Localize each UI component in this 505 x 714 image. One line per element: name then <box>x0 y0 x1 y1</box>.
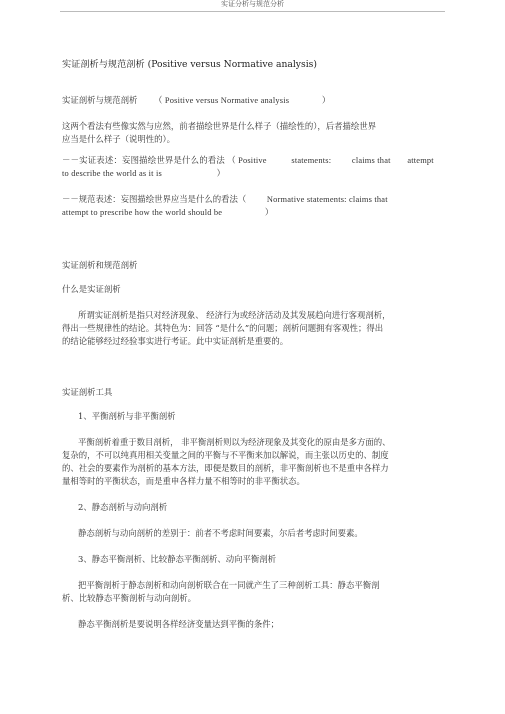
section1-paragraph-line-1: 所谓实证剖析是指只对经济现象、 经济行为或经济活动及其发展趋向进行客观剖析， <box>78 310 391 320</box>
item3-line-1: 把平衡剖析于静态剖析和动向剖析联合在一同就产生了三种剖析工具：静态平衡剖 <box>78 580 380 590</box>
normative-definition-line-1 <box>62 194 388 205</box>
item2-title: 2、静态剖析与动向剖析 <box>78 502 168 512</box>
intro-line-1: 这两个看法有些像实然与应然，前者描绘世界是什么样子（描绘性的），后者描绘世界 <box>62 121 377 131</box>
positive-definition-line-1 <box>62 155 434 166</box>
positive-def-a: －－实证表述：妄图描绘世界是什么的看法 （ Positive <box>62 156 267 165</box>
item1-line-3: 的、社会的要素作为剖析的基本方法，即便是数目的剖析，非平衡剖析也不是重申各样力 <box>62 463 389 473</box>
item1-line-4: 量相等时的平衡状态，而是重申各样力量不相等时的非平衡状态。 <box>62 476 305 486</box>
normative-def-line2: attempt to prescribe how the world should be <box>62 208 223 217</box>
positive-def-d: attempt <box>407 156 434 165</box>
section-subheading-1: 什么是实证剖析 <box>62 284 121 294</box>
section-heading-1: 实证剖析和规范剖析 <box>62 260 138 270</box>
item1-line-2: 复杂的，不可以纯真用相关变量之间的平衡与不平衡来加以解说，而主张以历史的、制度 <box>62 450 389 460</box>
section1-paragraph-line-2: 得出一些规律性的结论。其特色为：回答 “是什么”的问题；剖析问题拥有客观性；得出 <box>62 323 384 333</box>
intro-line-2: 应当是什么样子（说明性的）。 <box>62 134 176 144</box>
subtitle-line <box>62 95 330 106</box>
normative-definition-line-2 <box>62 207 273 218</box>
positive-def-c: claims that <box>351 156 391 165</box>
positive-def-line2: to describe the world as it is <box>62 169 162 178</box>
section1-paragraph-line-3: 的结论能够经过经验事实进行考证。此中实证剖析是重要的。 <box>62 336 289 346</box>
normative-def-close: ） <box>264 207 274 217</box>
section-heading-2: 实证剖析工具 <box>62 387 113 397</box>
positive-def-close: ） <box>216 168 226 178</box>
normative-def-b: Normative statements: claims that <box>266 195 388 204</box>
item3-line-3: 静态平衡剖析是要说明各样经济变量达到平衡的条件； <box>78 619 279 629</box>
item1-title: 1、平衡剖析与非平衡剖析 <box>78 411 176 421</box>
item1-line-1: 平衡剖析着重于数目剖析， 非平衡剖析则以为经济现象及其变化的原由是多方面的、 <box>78 437 391 447</box>
positive-def-b: statements: <box>291 156 332 165</box>
item3-line-2: 析、比较静态平衡剖析与动向剖析。 <box>62 593 196 603</box>
positive-definition-line-2 <box>62 168 225 179</box>
subtitle-english: （ Positive versus Normative analysis <box>154 96 290 105</box>
running-title: 实证分析与规范分析 <box>221 0 284 8</box>
document-title: 实证剖析与规范剖析 (Positive versus Normative analysis) <box>62 59 317 70</box>
item2-line-1: 静态剖析与动向剖析的差别于：前者不考虑时间要素，尔后者考虑时间要素。 <box>78 528 363 538</box>
normative-def-a: －－规范表述：妄图描绘世界应当是什么的看法（ <box>62 194 247 204</box>
subtitle-text: 实证剖析与规范剖析 <box>62 95 138 105</box>
subtitle-close: ） <box>321 95 331 105</box>
item3-title: 3、静态平衡剖析、比较静态平衡剖析、动向平衡剖析 <box>78 554 276 564</box>
